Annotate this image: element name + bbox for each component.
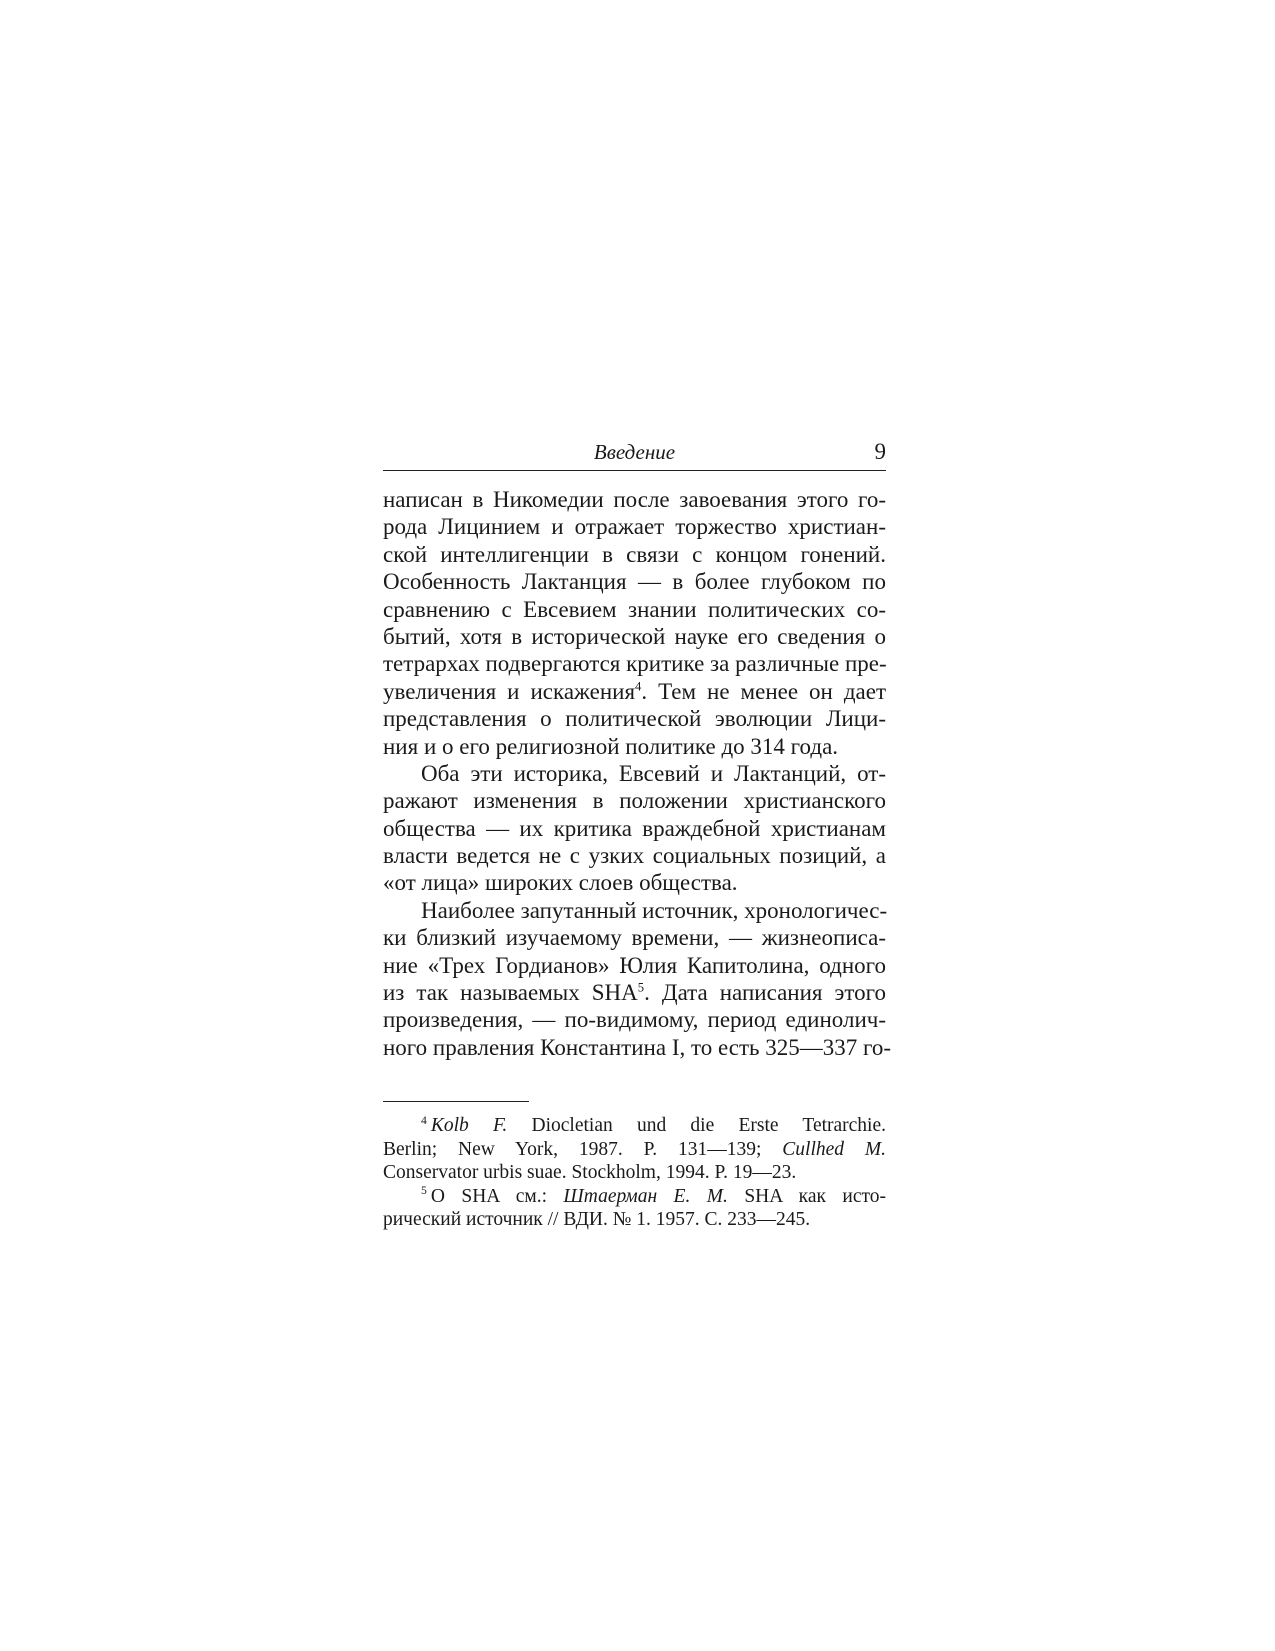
footnote-line: Conservator urbis suae. Stockholm, 1994. P. 19—23. — [383, 1162, 797, 1184]
running-title: Введение — [593, 440, 676, 464]
footnote-line — [383, 1114, 886, 1138]
text-line: произведения, — по-видимому, период единолич- — [383, 1007, 886, 1033]
text-line: общества — их критика враждебной христианам — [383, 815, 886, 841]
footnote-author: Cullhed M. — [782, 1138, 886, 1160]
text-segment: . Дата написания этого — [644, 980, 886, 1006]
footnote-author: Kolb F. — [430, 1115, 508, 1137]
footnote-text: О SHA см.: — [430, 1185, 547, 1207]
paragraph-2 — [383, 760, 886, 897]
book-page — [383, 439, 892, 1232]
text-line: тетрархах подвергаются критике за различные пре- — [383, 651, 887, 677]
text-line: Оба эти историка, Евсевий и Лактанций, от- — [421, 760, 886, 786]
footnote-4 — [383, 1114, 886, 1185]
text-line: представления о политической эволюции Лици- — [383, 706, 886, 732]
text-line: написан в Никомедии после завоевания этого го- — [383, 487, 886, 512]
page-number: 9 — [874, 439, 886, 464]
main-text — [383, 486, 892, 1061]
paragraph-3 — [383, 897, 892, 1061]
text-line: ния и о его религиозной политике до 314 года. — [383, 733, 839, 759]
footnotes — [383, 1114, 886, 1232]
footnote-author: Штаерман Е. М. — [563, 1185, 728, 1207]
running-header — [383, 440, 886, 471]
text-segment: . Тем не менее он дает — [641, 678, 887, 704]
footnote-line — [383, 1185, 886, 1209]
text-line: Особенность Лактанция — в более глубоком по — [383, 569, 886, 595]
footnote-text: Diocletian und die Erste Tetrarchie. — [531, 1115, 887, 1137]
text-line: Наиболее запутанный источник, хронологичес- — [421, 897, 888, 923]
footnote-ref-4[interactable]: 4 — [635, 679, 642, 694]
text-line: ки близкий изучаемому времени, — жизнеописа- — [383, 925, 886, 951]
footnote-line — [383, 1138, 886, 1162]
footnote-line: рический источник // ВДИ. № 1. 1957. С. 233—245. — [383, 1209, 811, 1231]
footnote-text: SHA как исто- — [744, 1185, 886, 1207]
paragraph-1 — [383, 486, 886, 760]
text-line: власти ведется не с узких социальных позиций, а — [383, 843, 886, 869]
text-segment: увеличения и искажения — [383, 678, 636, 704]
text-line: рода Лицинием и отражает торжество христиан- — [383, 514, 886, 540]
text-line: бытий, хотя в исторической науке его сведения о — [383, 623, 886, 649]
footnote-mark: 4 — [421, 1113, 427, 1127]
footnote-text: Berlin; New York, 1987. P. 131—139; — [383, 1138, 762, 1160]
text-line — [383, 678, 886, 705]
footnote-separator — [383, 1101, 529, 1102]
text-line: «от лица» широких слоев общества. — [383, 870, 738, 896]
text-line: ние «Трех Гордианов» Юлия Капитолина, одного — [383, 952, 886, 978]
text-line: ражают изменения в положении христианского — [383, 788, 886, 814]
text-line — [383, 979, 886, 1006]
footnote-ref-5[interactable]: 5 — [637, 980, 645, 995]
text-segment: из так называемых SHA — [383, 980, 638, 1006]
text-line: сравнению с Евсевием знании политических со- — [383, 596, 886, 622]
footnote-mark: 5 — [421, 1184, 427, 1198]
text-line: ской интеллигенции в связи с концом гонений. — [383, 541, 886, 567]
text-line: ного правления Константина I, то есть 325—337 го- — [383, 1034, 892, 1060]
footnote-5 — [383, 1185, 886, 1232]
